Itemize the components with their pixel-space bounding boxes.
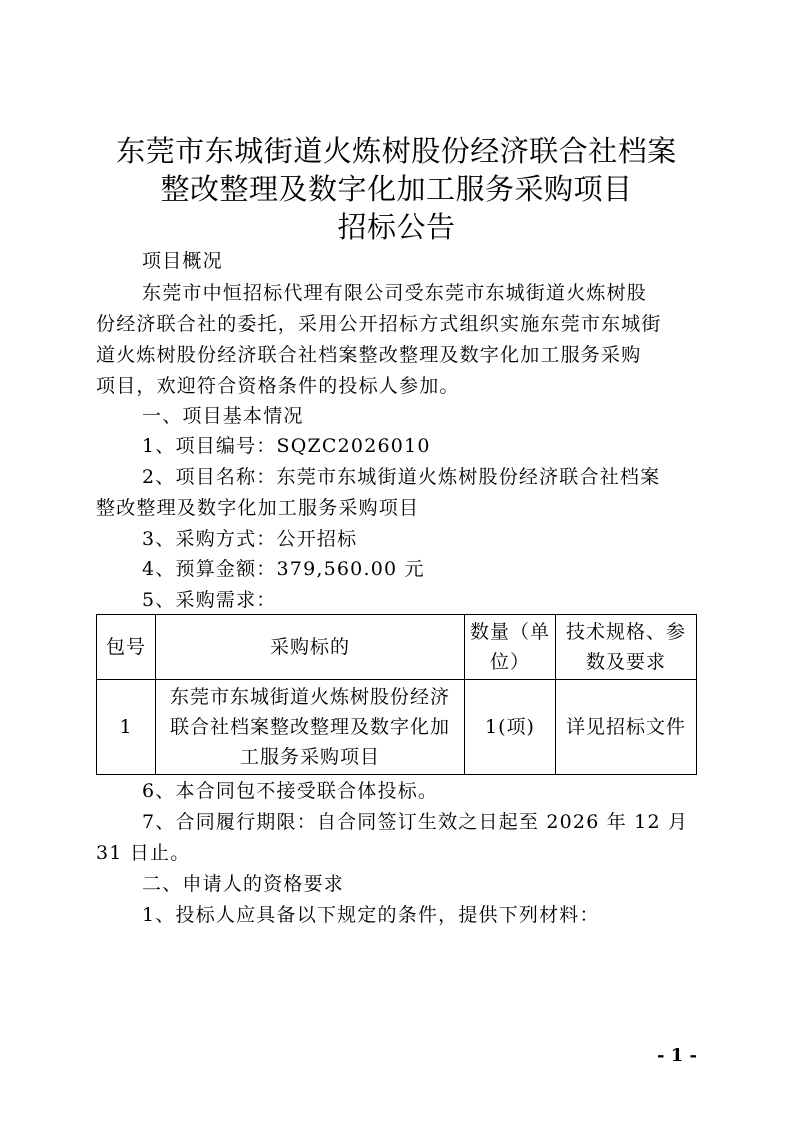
section-2-item-1: 1、投标人应具备以下规定的条件，提供下列材料：	[142, 904, 600, 926]
overview-line-4: 项目，欢迎符合资格条件的投标人参加。	[96, 375, 460, 397]
section-2-heading: 二、申请人的资格要求	[142, 873, 345, 895]
title-line-2: 整改整理及数字化加工服务采购项目	[160, 172, 633, 206]
item-project-name-line-1: 2、项目名称：东莞市东城街道火炼树股份经济联合社档案	[142, 466, 661, 488]
cell-package: 1	[97, 680, 156, 775]
header-spec-line-1: 技术规格、参	[565, 621, 686, 643]
cell-quantity: 1(项)	[465, 680, 556, 775]
header-quantity-line-2: 位）	[489, 651, 530, 673]
table-row	[97, 680, 697, 775]
item-no-consortium: 6、本合同包不接受联合体投标。	[142, 780, 439, 802]
header-subject: 采购标的	[156, 615, 465, 680]
title-line-3: 招标公告	[337, 210, 456, 244]
page-number: - 1 -	[657, 1045, 697, 1066]
header-spec-line-2: 数及要求	[585, 651, 666, 673]
cell-spec: 详见招标文件	[556, 680, 697, 775]
overview-heading: 项目概况	[142, 250, 223, 272]
item-contract-period-line-2: 31 日止。	[96, 842, 191, 864]
section-1-heading: 一、项目基本情况	[142, 405, 304, 427]
cell-subject-line-3: 工服务采购项目	[239, 746, 380, 768]
header-quantity-line-1: 数量（单	[469, 621, 550, 643]
item-contract-period-line-1: 7、合同履行期限：自合同签订生效之日起至 2026 年 12 月	[142, 811, 689, 833]
item-project-name-line-2: 整改整理及数字化加工服务采购项目	[96, 497, 420, 519]
overview-line-3: 道火炼树股份经济联合社档案整改整理及数字化加工服务采购	[96, 344, 642, 366]
document-title	[96, 132, 697, 246]
cell-subject	[156, 680, 465, 775]
cell-subject-line-1: 东莞市东城街道火炼树股份经济	[169, 686, 450, 708]
header-quantity	[465, 615, 556, 680]
cell-subject-line-2: 联合社档案整改整理及数字化加	[169, 716, 450, 738]
overview-line-2: 份经济联合社的委托，采用公开招标方式组织实施东莞市东城街	[96, 313, 662, 335]
header-spec	[556, 615, 697, 680]
table-header-row	[97, 615, 697, 680]
overview-line-1: 东莞市中恒招标代理有限公司受东莞市东城街道火炼树股	[142, 282, 648, 304]
title-line-1: 东莞市东城街道火炼树股份经济联合社档案	[116, 134, 677, 168]
item-project-number: 1、项目编号：SQZC2026010	[142, 435, 431, 457]
item-budget: 4、预算金额：379,560.00 元	[142, 558, 425, 580]
requirements-table	[96, 614, 697, 775]
header-package: 包号	[97, 615, 156, 680]
item-requirements: 5、采购需求：	[142, 589, 277, 611]
item-procurement-method: 3、采购方式：公开招标	[142, 528, 358, 550]
